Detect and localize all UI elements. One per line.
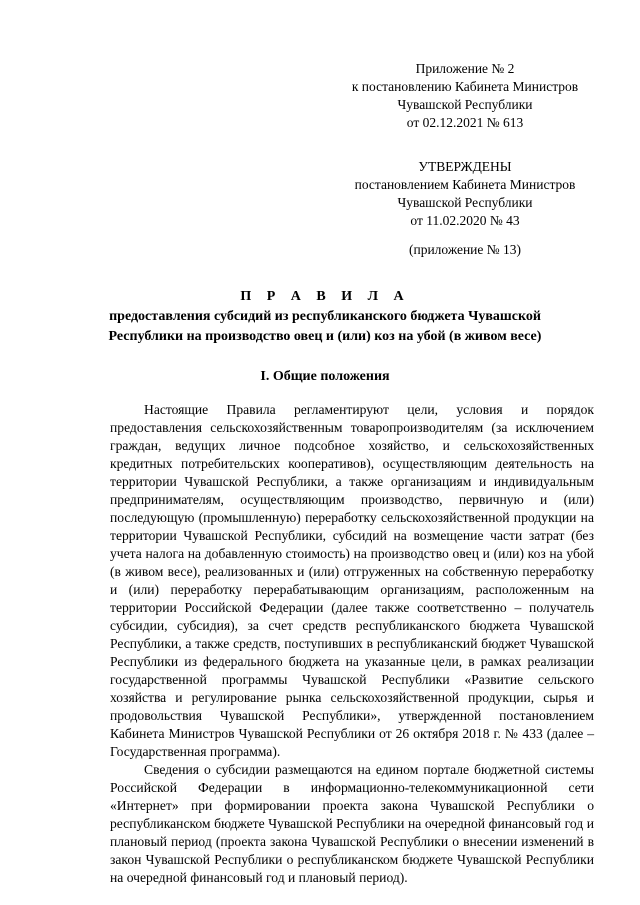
title-sub-line-2: Республики на производство овец и (или) коз на убой (в живом весе): [108, 329, 542, 344]
appendix-block: [340, 60, 590, 132]
approved-block: [340, 158, 590, 230]
approved-heading: УТВЕРЖДЕНЫ: [418, 159, 512, 174]
approved-republic: Чувашской Республики: [397, 195, 533, 210]
appendix-date: от 02.12.2021 № 613: [406, 115, 524, 130]
appendix-number: Приложение № 2: [415, 61, 515, 76]
appendix-note: (приложение № 13): [408, 242, 522, 257]
body-text: [110, 401, 594, 887]
approved-date: от 11.02.2020 № 43: [410, 213, 520, 228]
paragraph-2: Сведения о субсидии размещаются на едином портале бюджетной системы Российской Федерации в информационно-телекоммуникационной сети «Интернет» при формировании проекта закона Чувашской Республики о республиканском бюджете Чувашской Республики на очередной финансовый год и плановый период (проекта закона Чувашской Республики о внесении изменений в закон Чувашской Республики о республиканском бюджете Чувашской Республики на очередной финансовый год и плановый период).: [110, 762, 594, 885]
document-title: [60, 287, 590, 347]
approved-resolution: постановлением Кабинета Министров: [354, 177, 576, 192]
appendix-resolution: к постановлению Кабинета Министров: [351, 79, 579, 94]
paragraph-1: Настоящие Правила регламентируют цели, условия и порядок предоставления сельскохозяйственным товаропроизводителям (за исключением граждан, ведущих личное подсобное хозяйство, и сельскохозяйственных кредитных потребительских кооперативов), осуществляющим деятельность на территории Чувашской Республики, а также организациям и индивидуальным предпринимателям, осуществляющим производство, первичную и (или) последующую (промышленную) переработку сельскохозяйственной продукции на территории Чувашской Республики, субсидий на возмещение части затрат (без учета налога на добавленную стоимость) на производство овец и (или) коз на убой (в живом весе), реализованных и (или) отгруженных на собственную переработку и (или) переработку перерабатывающим организациям, расположенным на территории Российской Федерации (далее также соответственно – получатель субсидии, субсидия), за счет средств республиканского бюджета Чувашской Республики, а также средств, поступивших в республиканский бюджет Чувашской Республики из федерального бюджета на указанные цели, в рамках реализации государственной программы Чувашской Республики «Развитие сельского хозяйства и регулирование рынка сельскохозяйственной продукции, сырья и продовольствия Чувашской Республики», утвержденной постановлением Кабинета Министров Чувашской Республики от 26 октября 2018 г. № 433 (далее – Государственная программа).: [110, 402, 594, 759]
section-heading: I. Общие положения: [260, 369, 390, 384]
title-sub-line-1: предоставления субсидий из республиканского бюджета Чувашской: [109, 309, 541, 324]
title-main: П Р А В И Л А: [240, 289, 410, 304]
appendix-republic: Чувашской Республики: [397, 97, 533, 112]
